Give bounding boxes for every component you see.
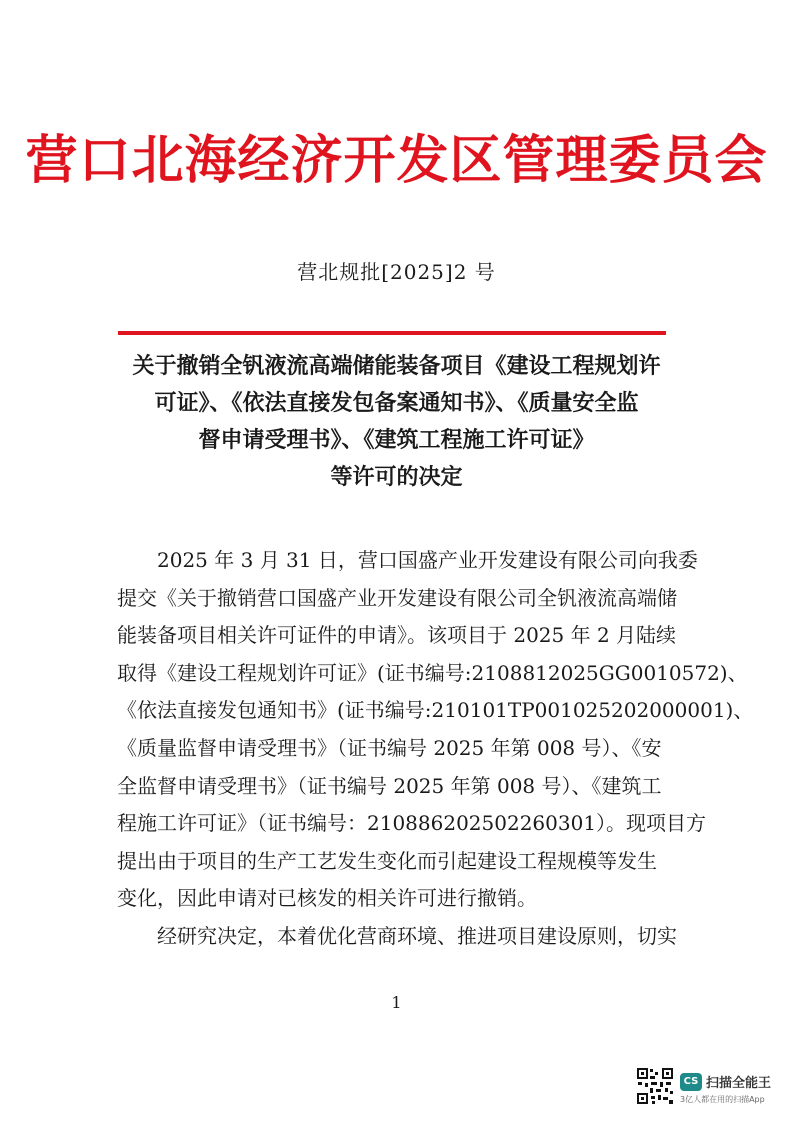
title-line: 督申请受理书》、《建筑工程施工许可证》	[198, 428, 595, 453]
page-number: 1	[391, 993, 402, 1012]
title-line: 关于撤销全钒液流高端储能装备项目《建设工程规划许	[132, 354, 661, 379]
body-line: 《质量监督申请受理书》（证书编号 2025 年第 008 号）、《安	[117, 735, 662, 760]
camscanner-logo-badge: CS	[680, 1073, 702, 1091]
body-line: 能装备项目相关许可证件的申请》。该项目于 2025 年 2 月陆续	[117, 623, 677, 648]
body-line: 提交《关于撤销营口国盛产业开发建设有限公司全钒液流高端储	[117, 585, 677, 610]
body-line: 经研究决定，本着优化营商环境、推进项目建设原则，切实	[157, 923, 677, 948]
body-line: 取得《建设工程规划许可证》(证书编号:2108812025GG0010572)、	[117, 660, 748, 685]
red-divider-line	[118, 331, 666, 335]
body-line: 全监督申请受理书》（证书编号 2025 年第 008 号）、《建筑工	[117, 773, 662, 798]
qr-code-icon	[636, 1067, 674, 1105]
body-line: 《依法直接发包通知书》(证书编号:210101TP001025202000001)、	[117, 698, 754, 723]
issuing-organization-masthead: 营口北海经济开发区管理委员会	[25, 131, 768, 191]
body-line: 2025 年 3 月 31 日，营口国盛产业开发建设有限公司向我委	[157, 548, 698, 572]
body-line: 提出由于项目的生产工艺发生变化而引起建设工程规模等发生	[117, 848, 657, 873]
document-title	[110, 348, 683, 496]
body-line: 变化，因此申请对已核发的相关许可进行撤销。	[117, 886, 537, 911]
scanner-tagline: 3亿人都在用的扫描App	[680, 1095, 765, 1104]
body-line: 程施工许可证》（证书编号：210886202502260301）。现项目方	[117, 811, 707, 836]
title-line: 可证》、《依法直接发包备案通知书》、《质量安全监	[154, 391, 639, 416]
document-body	[117, 542, 754, 956]
document-number: 营北规批[2025]2 号	[297, 260, 496, 284]
title-line: 等许可的决定	[330, 465, 463, 490]
scanner-brand-name: 扫描全能王	[706, 1076, 772, 1091]
